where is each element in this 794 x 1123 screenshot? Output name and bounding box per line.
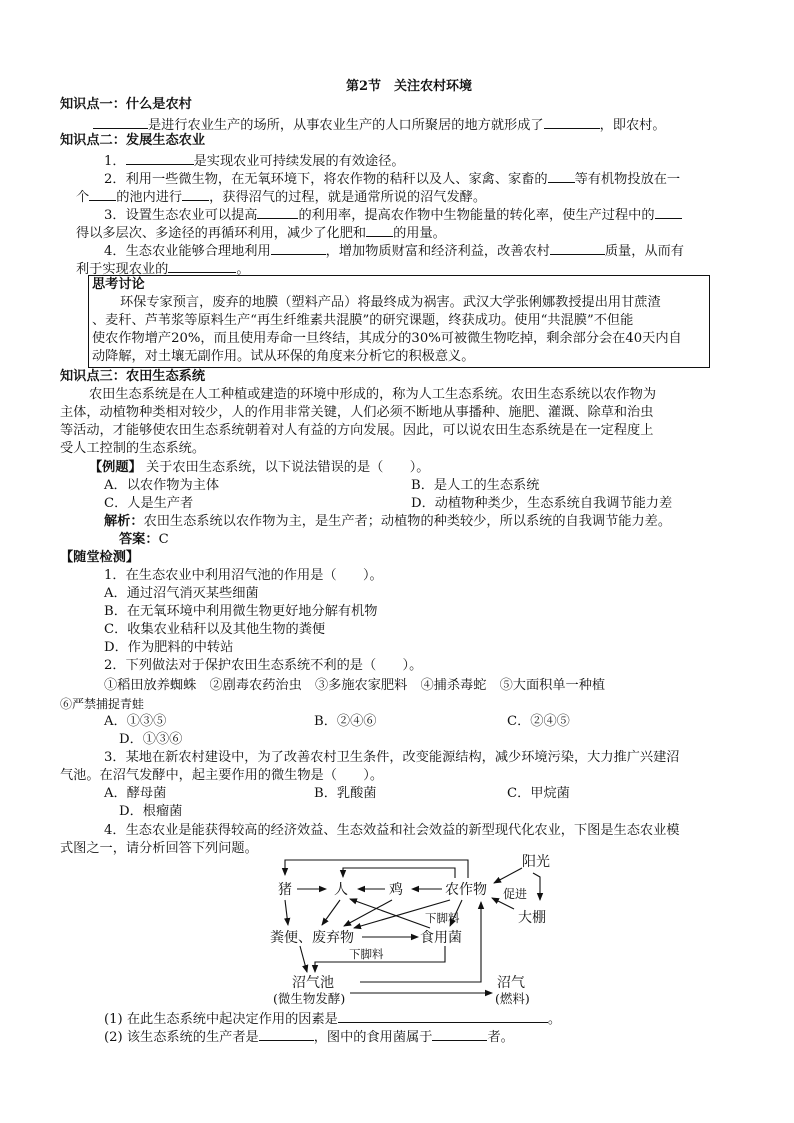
kp2-item2-cont: 个 的池内进行 ，获得沼气的过程，就是通常所说的沼气发酵。 (76, 187, 486, 206)
example-option-a: A．以农作物为主体 (104, 478, 220, 493)
quiz-heading: 【随堂检测】 (60, 550, 140, 565)
kp2-item4: 4．生态农业能够合理地利用 ，增加物质财富和经济利益，改善农村 质量，从而有 (104, 241, 684, 260)
arrow-chicken-to-manure (344, 900, 392, 926)
quiz-q3-cont: 气池。在沼气发酵中，起主要作用的微生物是（ ）。 (60, 768, 384, 783)
blank[interactable] (259, 1027, 314, 1041)
kp3-paragraph: 受人工控制的生态系统。 (60, 441, 206, 456)
kp3-paragraph: 农田生态系统是在人工种植或建造的环境中形成的，称为人工生态系统。农田生态系统以农作物为 (89, 387, 657, 402)
arrow-sunlight-to-crop (494, 868, 522, 883)
node-crop: 农作物 (445, 882, 487, 898)
node-greenhouse: 大棚 (518, 910, 546, 926)
label-feed-1: 下脚料 (425, 911, 460, 925)
node-chicken: 鸡 (389, 882, 403, 898)
node-manure-waste: 粪便、废弃物 (270, 930, 354, 946)
quiz-q4-sub2: (2) 该生态系统的生产者是 ，图中的食用菌属于 者。 (104, 1027, 514, 1046)
quiz-q4-cont: 式图之一，请分析回答下列问题。 (60, 841, 258, 856)
arrow-human-to-manure (322, 900, 340, 925)
discussion-line: 动降解，对土壤无副作用。试从环保的角度来分析它的积极意义。 (92, 349, 475, 364)
discussion-line: 环保专家预言，废弃的地膜（塑料产品）将最终成为祸害。武汉大学张俐娜教授提出用甘蔗渣 (120, 295, 661, 310)
kp3-paragraph: 主体，动植物种类相对较少，人的作用非常关键，人们必须不断地从事播种、施肥、灌溉、除草和治虫 (60, 405, 654, 420)
kp2-item1: 1． 是实现农业可持续发展的有效途径。 (104, 151, 405, 170)
kp1-line: 是进行农业生产的场所，从事农业生产的人口所聚居的地方就形成了 ，即农村。 (93, 115, 666, 134)
kp2-item3: 3．设置生态农业可以提高 的利用率，提高农作物中生物能量的转化率，使生产过程中的 (104, 205, 682, 224)
quiz-q4: 4．生态农业是能获得较高的经济效益、生态效益和社会效益的新型现代化农业，下图是生态农业模 (104, 823, 680, 838)
node-digester: 沼气池 (292, 975, 334, 991)
quiz-q3-option-a[interactable]: A．酵母菌 (104, 786, 167, 801)
quiz-q2-option-a[interactable]: A．①③⑤ (104, 714, 167, 729)
quiz-q1-option-b[interactable]: B．在无氧环境中利用微生物更好地分解有机物 (104, 604, 378, 619)
quiz-q1: 1．在生态农业中利用沼气池的作用是（ ）。 (104, 568, 383, 583)
quiz-q3: 3．某地在新农村建设中，为了改善农村卫生条件，改变能源结构，减少环境污染，大力推广兴建沼 (104, 750, 680, 765)
quiz-q1-option-d[interactable]: D．作为肥料的中转站 (104, 640, 234, 655)
quiz-q3-option-d[interactable]: D．根瘤菌 (119, 804, 183, 819)
quiz-q2-option-b[interactable]: B．②④⑥ (314, 714, 377, 729)
quiz-q2: 2．下列做法对于保护农田生态系统不利的是（ ）。 (104, 658, 423, 673)
kp3-heading: 知识点三：农田生态系统 (60, 369, 206, 384)
quiz-q2-option-d[interactable]: D．①③⑥ (119, 732, 183, 747)
discussion-heading: 思考讨论 (92, 277, 145, 292)
kp3-paragraph: 等活动，才能够使农田生态系统朝着对人有益的方向发展。因此，可以说农田生态系统是在一定程度上 (60, 423, 654, 438)
node-pig: 猪 (278, 882, 292, 898)
label-feed-2: 下脚料 (349, 947, 384, 961)
node-human: 人 (334, 882, 348, 898)
line-sunlight-promote (533, 873, 540, 892)
kp2-item2: 2．利用一些微生物，在无氧环境下，将农作物的秸秆以及人、家禽、家畜的 等有机物投放在一 (104, 169, 680, 188)
example-analysis: 解析：农田生态系统以农作物为主，是生产者；动植物的种类较少，所以系统的自我调节能力差。 (104, 514, 672, 529)
label-biogas-note: (燃料) (495, 991, 530, 1006)
blank[interactable] (338, 1009, 548, 1023)
quiz-q3-option-c[interactable]: C．甲烷菌 (507, 786, 570, 801)
example-option-b: B．是人工的生态系统 (411, 478, 540, 493)
example-answer: 答案：C (119, 532, 169, 547)
arrow-crop-to-human (343, 868, 455, 878)
quiz-q1-option-a[interactable]: A．通过沼气消灭某些细菌 (104, 586, 259, 601)
discussion-line: 、麦秆、芦苇浆等原料生产“再生纤维素共混膜”的研究课题，终获成功。使用“共混膜”不但能 (92, 313, 634, 328)
arrow-mushroom-to-human (350, 899, 430, 928)
quiz-q2-option-c[interactable]: C．②④⑤ (507, 714, 570, 729)
quiz-q2-statements: ①稻田放养蜘蛛 ②剧毒农药治虫 ③多施农家肥料 ④捕杀毒蛇 ⑤大面积单一种植 (104, 678, 606, 693)
arrow-pig-to-manure (285, 900, 288, 925)
node-biogas: 沼气 (497, 975, 525, 991)
quiz-q3-option-b[interactable]: B．乳酸菌 (314, 786, 377, 801)
label-promote: 促进 (503, 887, 528, 901)
quiz-q1-option-c[interactable]: C．收集农业秸秆以及其他生物的粪便 (104, 622, 326, 637)
quiz-q2-statement-6: ⑥严禁捕捉青蛙 (60, 697, 145, 711)
label-digester-note: (微生物发酵) (273, 991, 346, 1006)
blank[interactable] (432, 1027, 487, 1041)
node-sunlight: 阳光 (522, 854, 550, 870)
page-title: 第2节 关注农村环境 (346, 79, 473, 94)
kp2-item3-cont: 得以多层次、多途径的再循环利用，减少了化肥和 的用量。 (76, 223, 446, 242)
quiz-q4-sub1: (1) 在此生态系统中起决定作用的因素是 。 (104, 1009, 561, 1028)
example-option-c: C．人是生产者 (104, 496, 194, 511)
discussion-line: 使农作物增产20%，而且使用寿命一旦终结，其成分的30%可被微生物吃掉，剩余部分会在40天内自 (92, 331, 682, 346)
arrow-crop-to-pig (285, 860, 468, 878)
node-mushroom: 食用菌 (420, 930, 462, 946)
arrow-manure-to-digester (300, 946, 307, 972)
example-question: 【例题】 关于农田生态系统，以下说法错误的是（ ）。 (89, 460, 430, 475)
example-option-d: D．动植物种类少，生态系统自我调节能力差 (411, 496, 673, 511)
kp1-heading: 知识点一：什么是农村 (60, 97, 192, 112)
kp2-heading: 知识点二：发展生态农业 (60, 133, 206, 148)
kp2-item4-cont: 利于实现农业的 。 (76, 259, 250, 278)
